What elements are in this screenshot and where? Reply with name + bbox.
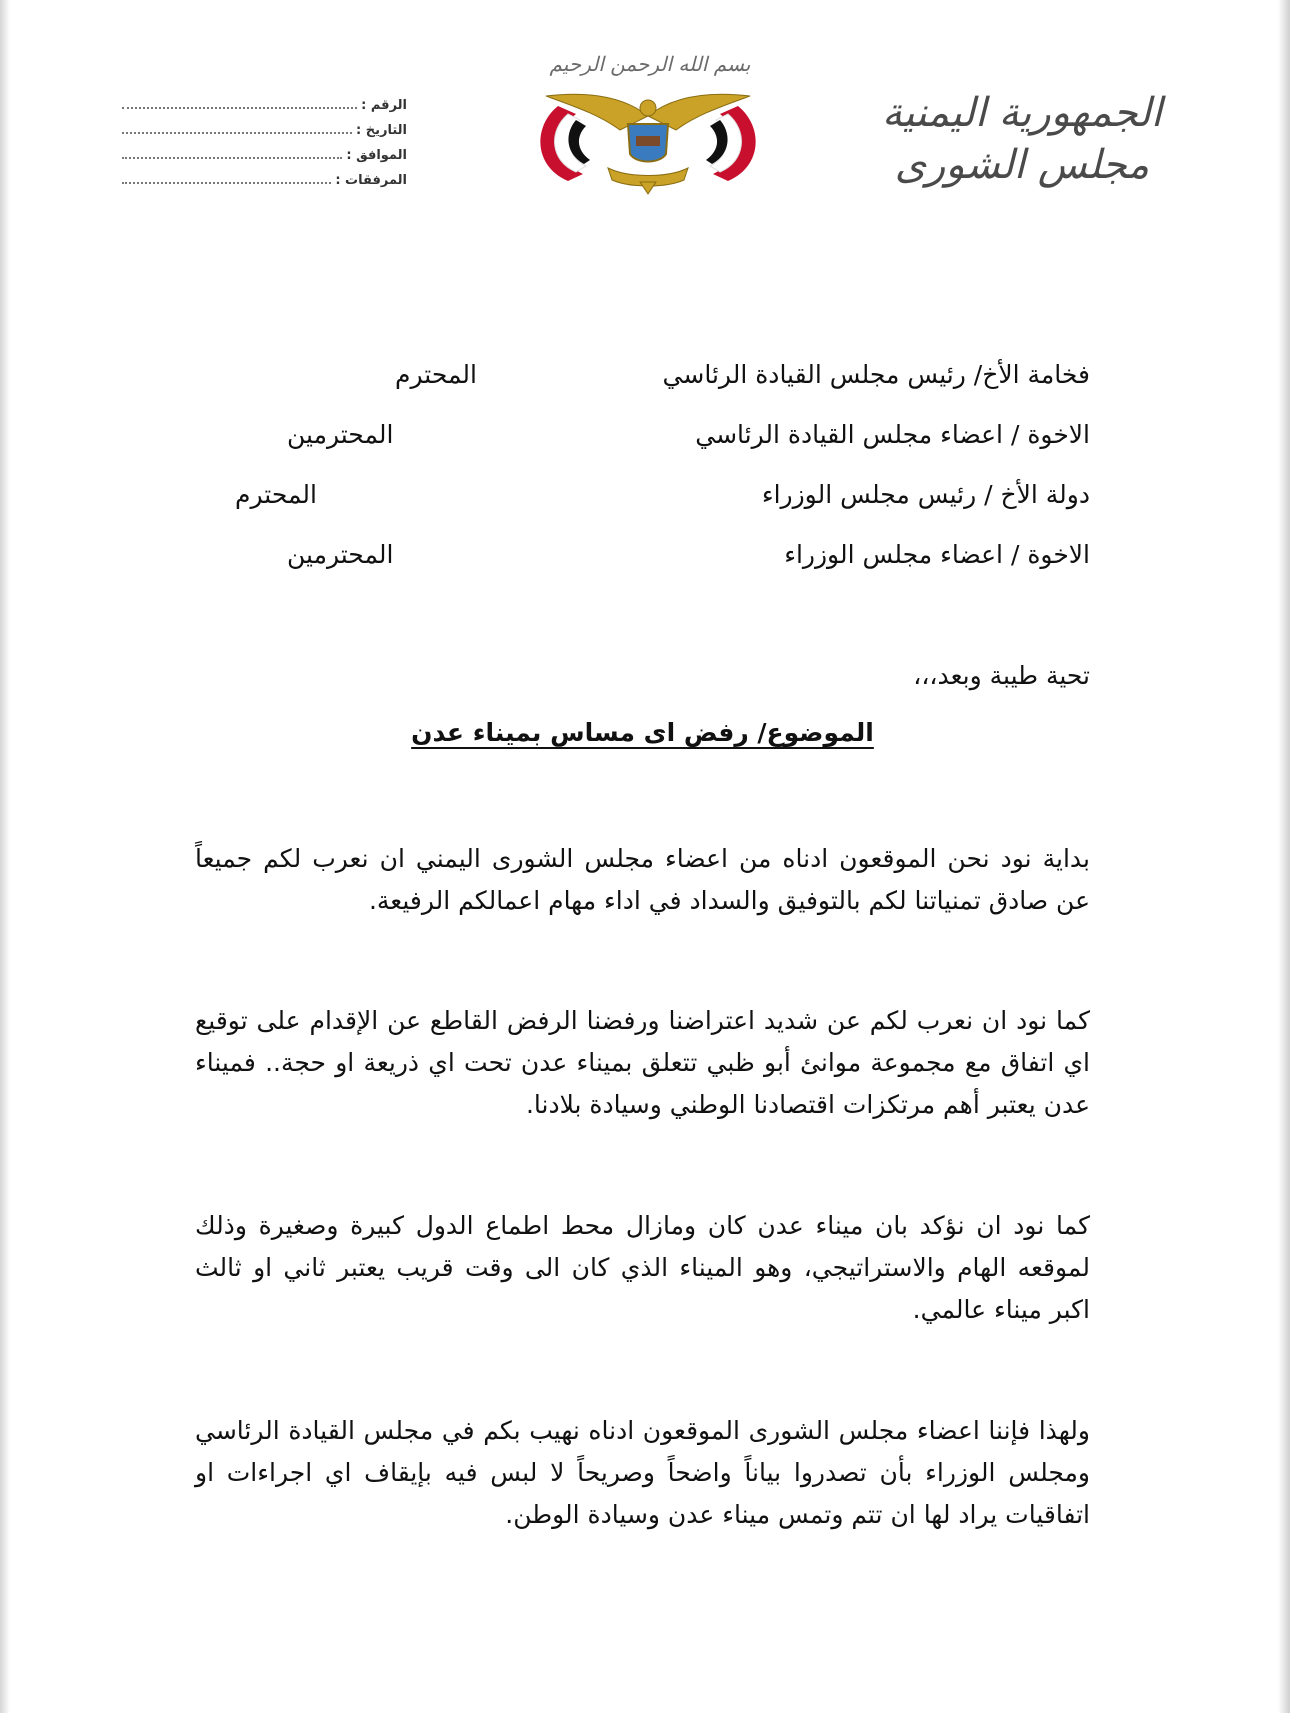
- addressee-honorific: المحترمين: [287, 540, 394, 569]
- basmala: بسم الله الرحمن الرحيم: [549, 52, 751, 76]
- body-paragraph: ولهذا فإننا اعضاء مجلس الشورى الموقعون ادناه نهيب بكم في مجلس القيادة الرئاسي ومجلس الوزراء بأن تصدروا بياناً واضحاً وصريحاً لا لبس فيه بإيقاف اي اجراءات او اتفاقيات يراد لها ان تتم وتمس ميناء عدن وسيادة الوطن.: [195, 1416, 1090, 1529]
- meta-attachments-row: [122, 173, 407, 198]
- meta-number-row: [122, 98, 407, 123]
- addressee-name: دولة الأخ / رئيس مجلس الوزراء: [761, 480, 1090, 509]
- reference-block: [122, 98, 407, 198]
- meta-label: التاريخ :: [356, 123, 407, 138]
- addressee-honorific: المحترمين: [287, 420, 394, 449]
- dotted-line: [122, 174, 331, 184]
- dotted-line: [122, 99, 357, 109]
- addressee-row: [195, 480, 1090, 540]
- meta-label: الموافق :: [346, 148, 407, 163]
- body-paragraph: كما نود ان نعرب لكم عن شديد اعتراضنا ورفضنا الرفض القاطع عن الإقدام على توقيع اي اتفاق مع مجموعة موانئ أبو ظبي تتعلق بميناء عدن تحت اي ذريعة او حجة.. فميناء عدن يعتبر أهم مرتكزات اقتصادنا الوطني وسيادة بلادنا.: [195, 1006, 1090, 1119]
- addressee-row: [195, 540, 1090, 600]
- meta-date-row: [122, 123, 407, 148]
- dotted-line: [122, 124, 352, 134]
- page-edge-right: [1278, 0, 1290, 1713]
- body-paragraph: كما نود ان نؤكد بان ميناء عدن كان ومازال محط اطماع الدول كبيرة وصغيرة وذلك لموقعه الهام والاستراتيجي، وهو الميناء الذي كان الى وقت قريب يعتبر ثاني او ثالث اكبر ميناء عالمي.: [195, 1211, 1090, 1324]
- addressee-row: [195, 420, 1090, 480]
- addressee-name: الاخوة / اعضاء مجلس الوزراء: [784, 540, 1090, 569]
- meta-label: الرقم :: [361, 98, 407, 113]
- addressee-block: [195, 360, 1090, 600]
- letterhead-council: مجلس الشورى: [894, 142, 1150, 188]
- body-paragraph: بداية نود نحن الموقعون ادناه من اعضاء مجلس الشورى اليمني ان نعرب لكم جميعاً عن صادق تمنياتنا لكم بالتوفيق والسداد في اداء مهام اعمالكم الرفيعة.: [195, 844, 1090, 915]
- dotted-line: [122, 149, 342, 159]
- letterhead-country: الجمهورية اليمنية: [881, 90, 1163, 136]
- meta-label: المرفقات :: [335, 173, 407, 188]
- page-edge-left: [0, 0, 10, 1713]
- meta-corresponding-row: [122, 148, 407, 173]
- addressee-name: فخامة الأخ/ رئيس مجلس القيادة الرئاسي: [662, 360, 1090, 389]
- letterhead: [872, 88, 1172, 192]
- addressee-honorific: المحترم: [395, 360, 477, 389]
- subject-line: [195, 718, 1090, 747]
- addressee-name: الاخوة / اعضاء مجلس القيادة الرئاسي: [695, 420, 1090, 449]
- subject-text: الموضوع/ رفض اى مساس بميناء عدن: [411, 718, 874, 747]
- greeting: تحية طيبة وبعد،،،: [913, 661, 1090, 690]
- yemen-emblem-icon: [528, 86, 768, 196]
- addressee-row: [195, 360, 1090, 420]
- addressee-honorific: المحترم: [235, 480, 317, 509]
